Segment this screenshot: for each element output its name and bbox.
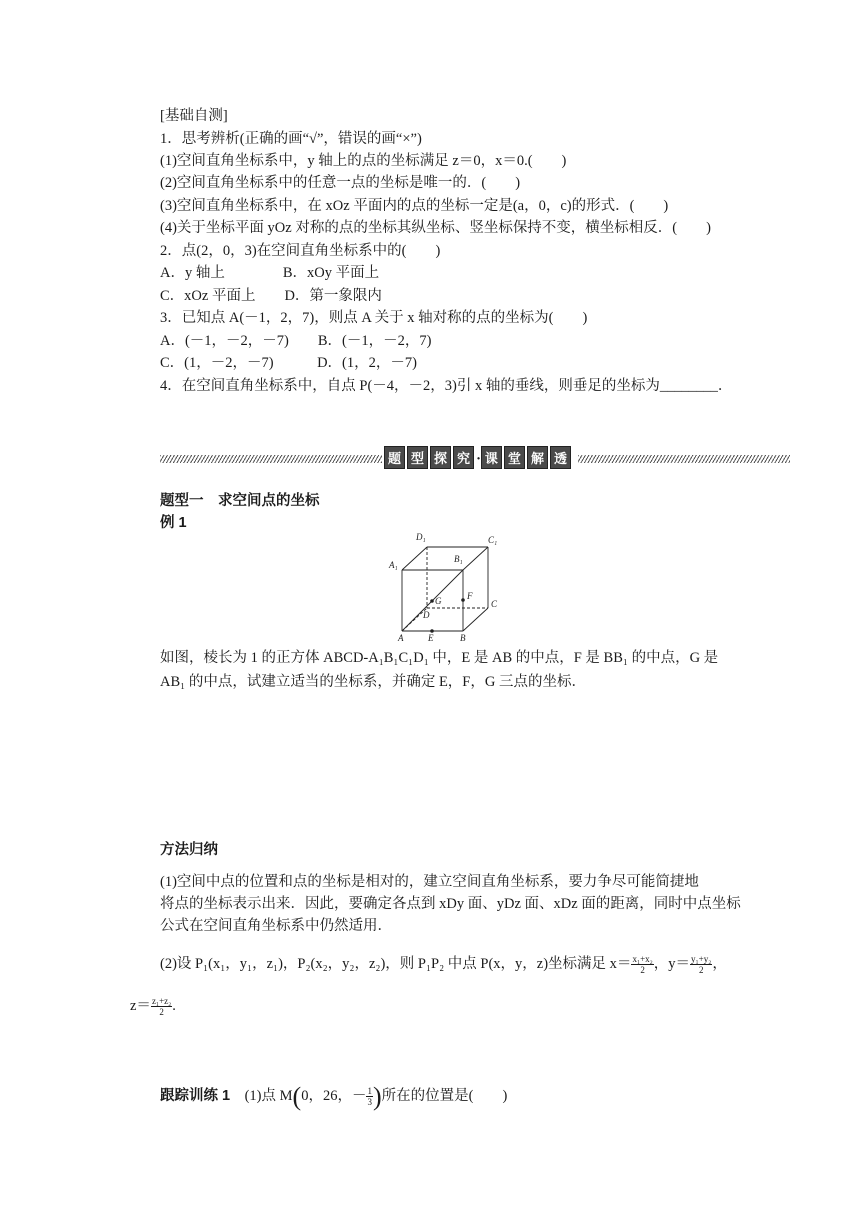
self-test-header: [基础自测]: [160, 108, 228, 124]
method-p2-end: ，: [712, 956, 727, 972]
band-char: 究: [453, 446, 474, 469]
fraction-x: [631, 954, 653, 975]
label-A1: A₁: [389, 560, 398, 570]
paren-right: ): [372, 1081, 382, 1111]
label-F: F: [467, 591, 473, 601]
band-char: 堂: [504, 446, 525, 469]
label-D: D: [423, 610, 430, 620]
fraction-one-third-den: 3: [367, 1097, 372, 1108]
method-p1-line-2: 将点的坐标表示出来．因此，要确定各点到 xDy 面、yDz 面、xDz 面的距离，同时中点坐标: [160, 896, 741, 912]
problem-line-2: AB₁ 的中点，试建立适当的坐标系，并确定 E，F，G 三点的坐标．: [160, 674, 586, 690]
label-D1: D₁: [416, 532, 426, 542]
band-hatch-left: [160, 455, 382, 463]
q1-item-1: (1)空间直角坐标系中，y 轴上的点的坐标满足 z＝0，x＝0.( ): [160, 153, 567, 169]
q2-option-row-1: A．y 轴上 B．xOy 平面上: [160, 265, 380, 281]
method-p1-line-1: (1)空间中点的位置和点的坐标是相对的，建立空间直角坐标系，要力争尽可能简捷地: [160, 874, 699, 890]
tracking-tail: 所在的位置是( ): [381, 1088, 508, 1104]
paren-left: (: [292, 1081, 302, 1111]
method-title: 方法归纳: [160, 842, 218, 858]
problem-line-1: 如图，棱长为 1 的正方体 ABCD-A₁B₁C₁D₁ 中，E 是 AB 的中点，F 是 BB₁ 的中点，G 是: [160, 650, 719, 666]
q1-item-4: (4)关于坐标平面 yOz 对称的点的坐标其纵坐标、竖坐标保持不变，横坐标相反．( ): [160, 220, 711, 236]
label-E: E: [428, 633, 434, 643]
q1-item-3: (3)空间直角坐标系中，在 xOz 平面内的点的坐标一定是(a，0，c)的形式．( ): [160, 198, 669, 214]
fraction-y: [690, 954, 712, 975]
method-z-lead: z＝: [130, 998, 151, 1014]
label-A: A: [398, 633, 404, 643]
fraction-z: [151, 996, 172, 1017]
label-B1: B₁: [454, 554, 463, 564]
q3-option-row-1: A．(－1，－2，－7) B．(－1，－2，7): [160, 333, 432, 349]
label-G: G: [435, 596, 442, 606]
point-G: [430, 599, 434, 603]
band-title: [384, 446, 573, 469]
edge-BC: [463, 608, 488, 631]
band-char: 题: [384, 446, 405, 469]
tracking-label: 跟踪训练 1: [160, 1088, 231, 1104]
band-dot: ·: [476, 451, 481, 467]
q3-option-row-2: C．(1，－2，－7) D．(1，2，－7): [160, 355, 417, 371]
q3-title: 3．已知点 A(－1，2，7)，则点 A 关于 x 轴对称的点的坐标为( ): [160, 310, 588, 326]
method-p2-line-1: [160, 952, 727, 976]
fraction-one-third-num: 1: [367, 1086, 372, 1097]
q2-option-row-2: C．xOz 平面上 D．第一象限内: [160, 288, 382, 304]
tracking-lead: (1)点 M: [244, 1088, 293, 1104]
method-p1-line-3: 公式在空间直角坐标系中仍然适用．: [160, 918, 392, 934]
q1-item-2: (2)空间直角坐标系中的任意一点的坐标是唯一的．( ): [160, 175, 521, 191]
q2-title: 2．点(2，0，3)在空间直角坐标系中的( ): [160, 243, 441, 259]
edge-B1C1: [463, 547, 488, 570]
q4-title: 4．在空间直角坐标系中，自点 P(－4，－2，3)引 x 轴的垂线，则垂足的坐标为________．: [160, 378, 733, 394]
method-p2-mid: ，y＝: [653, 956, 691, 972]
label-C: C: [491, 599, 498, 609]
tracking-line: [160, 1081, 508, 1111]
band-char: 课: [481, 446, 502, 469]
method-p2-line-2: [130, 994, 176, 1018]
fraction-x-den: 2: [640, 965, 645, 976]
type1-title: 题型一 求空间点的坐标: [160, 493, 320, 509]
point-F: [461, 598, 465, 602]
band-char: 解: [527, 446, 548, 469]
method-p2-lead: (2)设 P₁(x₁，y₁，z₁)，P₂(x₂，y₂，z₂)，则 P₁P₂ 中点 P(x，y，z)坐标满足 x＝: [160, 956, 632, 972]
fraction-z-den: 2: [159, 1007, 164, 1018]
fraction-y-num: y₁+y₂: [691, 954, 712, 965]
fraction-x-num: x₁+x₂: [632, 954, 653, 965]
method-z-end: .: [172, 998, 176, 1014]
band-hatch-right: [578, 455, 790, 463]
band-char: 探: [430, 446, 451, 469]
tracking-coord: 0，26，－: [301, 1088, 367, 1104]
fraction-z-num: z₁+z₂: [151, 996, 172, 1007]
fraction-y-den: 2: [698, 965, 704, 976]
label-C1: C₁: [488, 535, 498, 545]
cube-figure: [380, 528, 510, 644]
band-char: 型: [407, 446, 428, 469]
label-B: B: [460, 633, 466, 643]
edge-A1D1: [402, 547, 427, 570]
q1-title: 1．思考辨析(正确的画“√”，错误的画“×”): [160, 131, 422, 147]
band-char: 透: [550, 446, 571, 469]
example-label: 例 1: [160, 515, 187, 531]
